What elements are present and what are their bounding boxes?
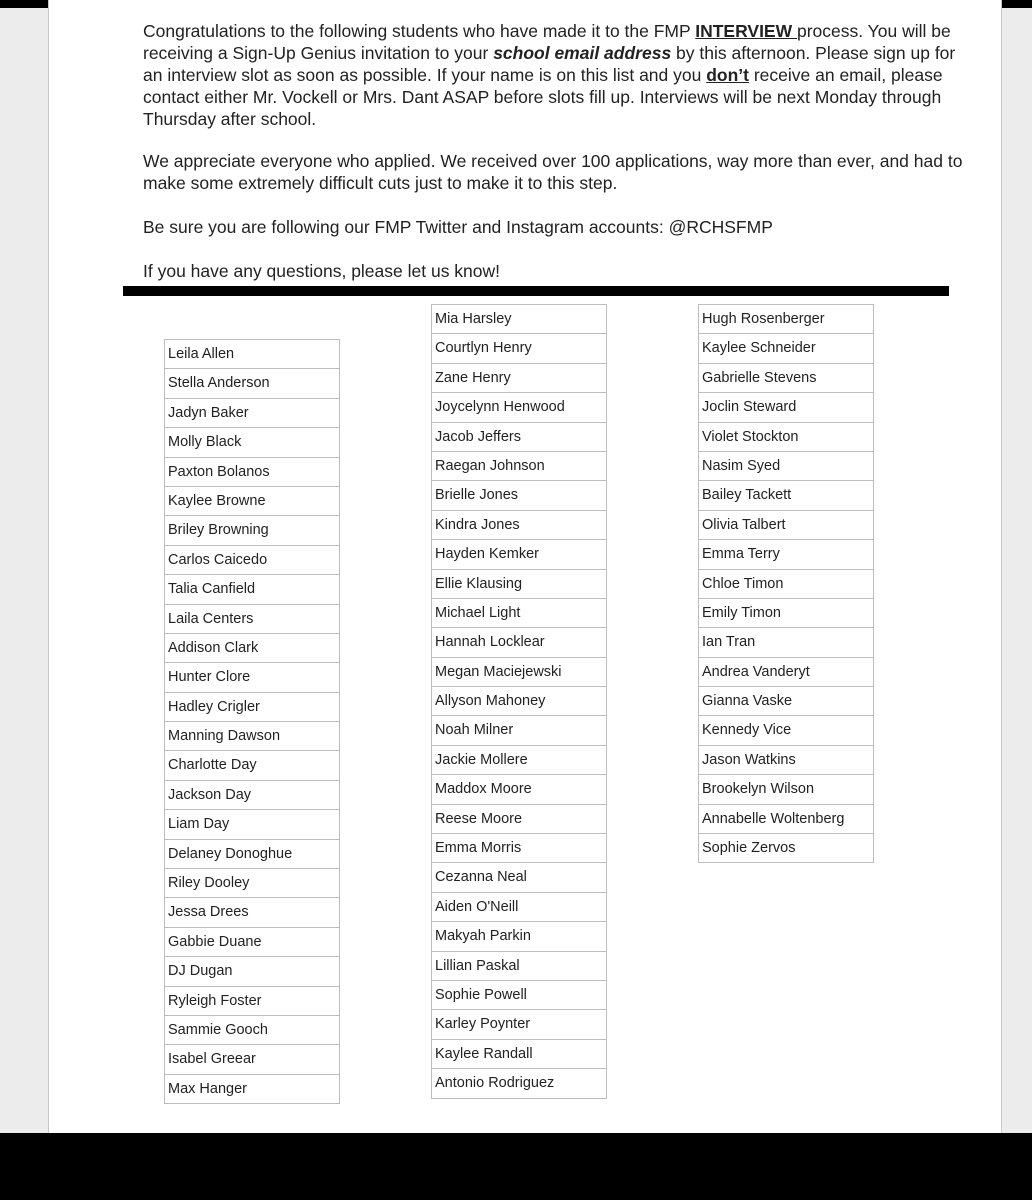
student-name-row: Violet Stockton (699, 423, 873, 452)
student-name-row: Ian Tran (699, 628, 873, 657)
student-name-row: Sophie Zervos (699, 834, 873, 863)
student-name-row: Sophie Powell (432, 981, 606, 1010)
student-name-row: Allyson Mahoney (432, 687, 606, 716)
student-name-row: Hadley Crigler (165, 693, 339, 722)
student-name-row: Gabbie Duane (165, 928, 339, 957)
student-name-row: Maddox Moore (432, 775, 606, 804)
student-name-row: Gianna Vaske (699, 687, 873, 716)
student-name-row: Carlos Caicedo (165, 546, 339, 575)
student-name-row: Ryleigh Foster (165, 987, 339, 1016)
student-name-row: Emily Timon (699, 599, 873, 628)
student-name-row: Kaylee Schneider (699, 334, 873, 363)
student-name-row: Delaney Donoghue (165, 840, 339, 869)
student-name-row: Jacob Jeffers (432, 423, 606, 452)
student-name-row: Emma Morris (432, 834, 606, 863)
student-name-row: Briley Browning (165, 516, 339, 545)
student-name-row: Paxton Bolanos (165, 458, 339, 487)
student-name-row: Molly Black (165, 428, 339, 457)
student-name-row: Kaylee Browne (165, 487, 339, 516)
text-span: process. You will be receiving a Sign-Up Genius invitation to your (143, 21, 951, 63)
student-name-row: Karley Poynter (432, 1010, 606, 1039)
student-name-row: Max Hanger (165, 1075, 339, 1104)
student-name-row: Olivia Talbert (699, 511, 873, 540)
student-name-row: Joclin Steward (699, 393, 873, 422)
student-name-row: Lillian Paskal (432, 952, 606, 981)
student-name-row: Bailey Tackett (699, 481, 873, 510)
student-name-row: Zane Henry (432, 364, 606, 393)
student-name-row: Jessa Drees (165, 898, 339, 927)
student-name-row: Joycelynn Henwood (432, 393, 606, 422)
student-name-row: Makyah Parkin (432, 922, 606, 951)
student-name-row: Talia Canfield (165, 575, 339, 604)
student-name-row: Manning Dawson (165, 722, 339, 751)
student-name-row: Hayden Kemker (432, 540, 606, 569)
announcement-paragraph-4: If you have any questions, please let us know! (143, 261, 501, 281)
student-name-row: Laila Centers (165, 605, 339, 634)
student-name-row: Stella Anderson (165, 369, 339, 398)
student-name-row: Nasim Syed (699, 452, 873, 481)
student-name-row: Jadyn Baker (165, 399, 339, 428)
student-name-row: Leila Allen (165, 340, 339, 369)
student-name-row: Raegan Johnson (432, 452, 606, 481)
student-name-row: Aiden O'Neill (432, 893, 606, 922)
text-span: by this afternoon. Please sign up for an interview slot as soon as possible. If your name is on this list and you (143, 43, 956, 85)
student-name-row: Kaylee Randall (432, 1040, 606, 1069)
student-name-row: Annabelle Woltenberg (699, 805, 873, 834)
bottom-bar (0, 1133, 1032, 1200)
student-name-row: Hunter Clore (165, 663, 339, 692)
student-name-row: Michael Light (432, 599, 606, 628)
student-name-row: Hugh Rosenberger (699, 305, 873, 334)
student-name-row: Charlotte Day (165, 751, 339, 780)
student-name-row: Andrea Vanderyt (699, 658, 873, 687)
school-email-emphasis: school email address (493, 43, 672, 63)
interview-emphasis: INTERVIEW (695, 21, 797, 41)
announcement-paragraph-2: We appreciate everyone who applied. We received over 100 applications, way more than ever, and had to make some extremely difficult cuts just to make it to this step. (143, 151, 963, 193)
names-column-1 (164, 339, 340, 1104)
student-name-row: Antonio Rodriguez (432, 1069, 606, 1098)
student-name-row: Jackie Mollere (432, 746, 606, 775)
student-name-row: Kennedy Vice (699, 716, 873, 745)
student-name-row: Brielle Jones (432, 481, 606, 510)
student-name-row: Megan Maciejewski (432, 658, 606, 687)
names-column-3 (698, 304, 874, 863)
announcement-paragraph-1 (143, 20, 963, 130)
document-page (48, 0, 1002, 1133)
student-name-row: Mia Harsley (432, 305, 606, 334)
student-name-row: Gabrielle Stevens (699, 364, 873, 393)
student-name-row: Kindra Jones (432, 511, 606, 540)
text-span: receive an email, please contact either Mr. Vockell or Mrs. Dant ASAP before slots fill up. Interviews will be next Monday through Thursday after school. (143, 65, 943, 129)
student-name-row: Jackson Day (165, 781, 339, 810)
section-divider (123, 286, 949, 296)
student-name-row: Chloe Timon (699, 570, 873, 599)
text-span: Congratulations to the following students who have made it to the FMP (143, 21, 696, 41)
student-name-row: Ellie Klausing (432, 570, 606, 599)
announcement-paragraph-3: Be sure you are following our FMP Twitter and Instagram accounts: @RCHSFMP (143, 217, 773, 237)
student-name-row: Brookelyn Wilson (699, 775, 873, 804)
student-name-row: DJ Dugan (165, 957, 339, 986)
student-name-row: Sammie Gooch (165, 1016, 339, 1045)
student-name-row: Isabel Greear (165, 1045, 339, 1074)
student-name-row: Liam Day (165, 810, 339, 839)
student-name-row: Reese Moore (432, 805, 606, 834)
dont-emphasis: don’t (706, 65, 749, 85)
student-name-row: Riley Dooley (165, 869, 339, 898)
student-name-row: Emma Terry (699, 540, 873, 569)
student-name-row: Cezanna Neal (432, 863, 606, 892)
student-name-row: Noah Milner (432, 716, 606, 745)
student-name-row: Addison Clark (165, 634, 339, 663)
student-name-row: Jason Watkins (699, 746, 873, 775)
student-name-row: Hannah Locklear (432, 628, 606, 657)
names-column-2 (431, 304, 607, 1099)
student-name-row: Courtlyn Henry (432, 334, 606, 363)
